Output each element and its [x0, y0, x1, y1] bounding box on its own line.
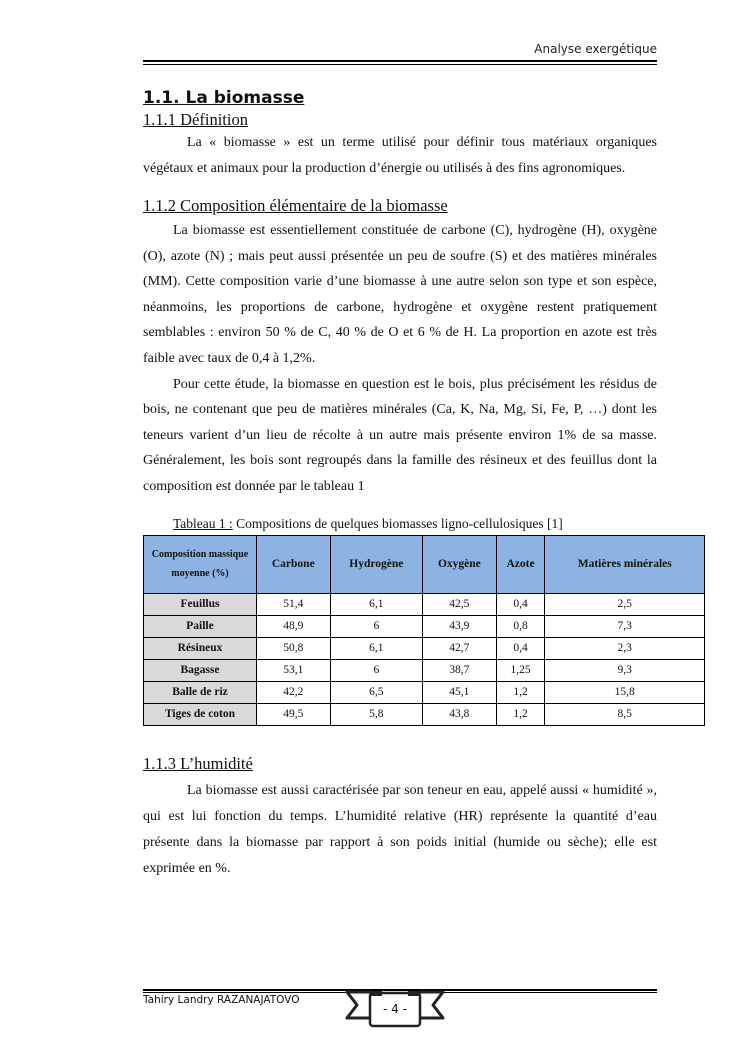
- table-cell: 1,25: [496, 659, 545, 681]
- table-cell: 5,8: [330, 703, 423, 725]
- paragraph: La « biomasse » est un terme utilisé pour définir tous matériaux organiques végétaux et animaux pour la production d’énergie ou utilisés à des fins agronomiques.: [143, 135, 657, 176]
- table-cell: 38,7: [423, 659, 497, 681]
- row-header: Résineux: [144, 637, 257, 659]
- composition-table: [143, 535, 705, 726]
- subsection-title: 1.1.2 Composition élémentaire de la biomasse: [143, 196, 448, 215]
- table-cell: 0,8: [496, 615, 545, 637]
- table-cell: 0,4: [496, 637, 545, 659]
- table-cell: 8,5: [545, 703, 705, 725]
- caption-text: Compositions de quelques biomasses ligno-cellulosiques [1]: [232, 515, 563, 531]
- header-rule: [143, 60, 657, 62]
- paragraph: Pour cette étude, la biomasse en question est le bois, plus précisément les résidus de bois, ne contenant que peu de matières minérales (Ca, K, Na, Mg, Si, Fe, P, …) dont les teneurs varient d’un lieu de récolte à un autre mais présente environ 1% de sa masse. Généralement, les bois sont regroupés dans la famille des résineux et des feuillus dont la composition est donnée par le tableau 1: [143, 376, 657, 494]
- page-number: - 4 -: [383, 1002, 407, 1016]
- table-cell: 2,3: [545, 637, 705, 659]
- table-cell: 42,2: [257, 681, 331, 703]
- column-header: Oxygène: [423, 535, 497, 593]
- caption-label: Tableau 1 :: [173, 515, 233, 531]
- table-row: [144, 681, 705, 703]
- table-cell: 43,9: [423, 615, 497, 637]
- column-header: Matières minérales: [545, 535, 705, 593]
- table-cell: 7,3: [545, 615, 705, 637]
- row-header: Tiges de coton: [144, 703, 257, 725]
- table-cell: 48,9: [257, 615, 331, 637]
- footer-author: Tahiry Landry RAZANAJATOVO: [143, 994, 300, 1006]
- paragraph: La biomasse est aussi caractérisée par son teneur en eau, appelé aussi « humidité », qui est lui fonction du temps. L’humidité relative (HR) représente la quantité d’eau présente dans la biomasse par rapport à son poids initial (humide ou sèche); elle est exprimée en %.: [143, 782, 657, 876]
- table-cell: 6,5: [330, 681, 423, 703]
- section-title: 1.1. La biomasse: [143, 88, 305, 108]
- table-cell: 1,2: [496, 681, 545, 703]
- column-header: Hydrogène: [330, 535, 423, 593]
- page-number-ribbon: [343, 990, 447, 1033]
- table-cell: 51,4: [257, 593, 331, 615]
- row-header: Paille: [144, 615, 257, 637]
- table-cell: 2,5: [545, 593, 705, 615]
- column-header: Composition massique moyenne (%): [144, 535, 257, 593]
- table-cell: 50,8: [257, 637, 331, 659]
- table-row: [144, 659, 705, 681]
- row-header: Balle de riz: [144, 681, 257, 703]
- table-row: [144, 703, 705, 725]
- subsection-title: 1.1.3 L’humidité: [143, 753, 253, 773]
- running-header: Analyse exergétique: [534, 42, 657, 56]
- column-header: Azote: [496, 535, 545, 593]
- table-cell: 6,1: [330, 593, 423, 615]
- page-body: [143, 88, 672, 882]
- table-cell: 1,2: [496, 703, 545, 725]
- table-cell: 53,1: [257, 659, 331, 681]
- table-cell: 42,7: [423, 637, 497, 659]
- table-caption: [173, 516, 657, 532]
- paragraph: La biomasse est essentiellement constituée de carbone (C), hydrogène (H), oxygène (O), azote (N) ; mais peut aussi présentée un peu de soufre (S) et des matières minérales (MM). Cette composition varie d’une biomasse à une autre selon son type et son espèce, néanmoins, les proportions de carbone, hydrogène et oxygène restent pratiquement semblables : environ 50 % de C, 40 % de O et 6 % de H. La proportion en azote est très faible avec taux de 0,4 à 1,2%.: [143, 223, 657, 366]
- table-cell: 42,5: [423, 593, 497, 615]
- table-cell: 6: [330, 615, 423, 637]
- table-cell: 0,4: [496, 593, 545, 615]
- table-cell: 6,1: [330, 637, 423, 659]
- table-cell: 49,5: [257, 703, 331, 725]
- subsection-title: 1.1.1 Définition: [143, 110, 248, 129]
- table-cell: 9,3: [545, 659, 705, 681]
- table-row: [144, 593, 705, 615]
- row-header: Feuillus: [144, 593, 257, 615]
- row-header: Bagasse: [144, 659, 257, 681]
- table-row: [144, 615, 705, 637]
- table-cell: 6: [330, 659, 423, 681]
- header-rule: [143, 64, 657, 65]
- column-header: Carbone: [257, 535, 331, 593]
- table-cell: 15,8: [545, 681, 705, 703]
- table-cell: 43,8: [423, 703, 497, 725]
- table-cell: 45,1: [423, 681, 497, 703]
- table-row: [144, 637, 705, 659]
